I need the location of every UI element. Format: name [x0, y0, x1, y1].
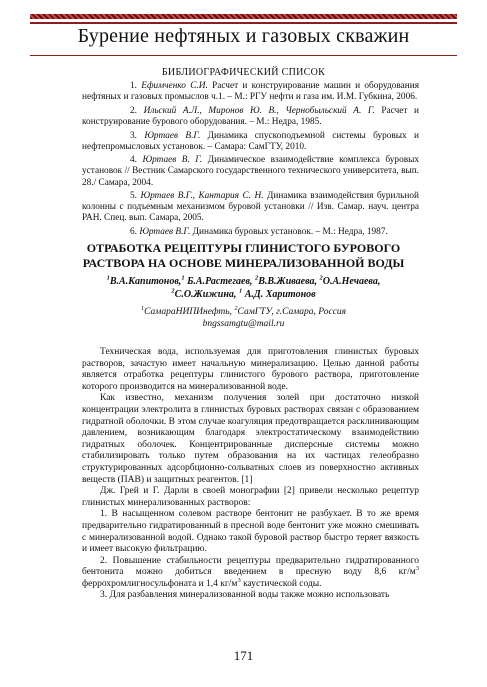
reference-item: [82, 191, 419, 224]
reference-item: [82, 81, 419, 103]
affiliation-org: СамГТУ, г.Самара, Россия: [237, 307, 347, 317]
page-number: 171: [233, 648, 254, 663]
article-authors: [75, 275, 412, 301]
affiliation-line: [75, 306, 412, 318]
author-name: С.О.Жижина,: [174, 289, 237, 300]
body-paragraph: 1. В насыщенном солевом растворе бентонит не разбухает. В то же время предварительно гидратированный в пресной воде бентонит уже можно смешивать с минерализованной водой. Однако такой буровой раствор быстро теряет вязкость и имеет высокую фильтрацию.: [82, 509, 419, 555]
paragraph-text: каустической соды.: [240, 578, 322, 589]
authors-line: [75, 288, 412, 301]
author-email: bngssamgtu@mail.ru: [202, 319, 285, 329]
affiliation-mark: 1: [140, 304, 145, 312]
author-affiliation-mark: 1: [181, 274, 185, 282]
reference-text: Расчет и конструирование бурового оборудования. – М.: Недра, 1985.: [82, 105, 419, 127]
journal-title: Бурение нефтяных и газовых скважин: [77, 25, 410, 47]
reference-number: 2.: [130, 105, 137, 116]
article-body: [82, 347, 419, 602]
reference-text: Динамическое взаимодействие комплекса буровых установок // Вестник Самарского государственного технического университета, вып. 28./ Самара, 2004.: [82, 155, 420, 188]
author-name: А.Д. Харитонов: [242, 289, 316, 300]
reference-authors: Юртаев В.Г., Кантария С. Н.: [140, 191, 264, 202]
body-paragraph: Дж. Грей и Г. Дарли в своей монографии [2] привели несколько рецептур глинистых минерализованных растворов:: [82, 486, 419, 508]
body-paragraph: 3. Для разбавления минерализованной воды также можно использовать: [100, 590, 390, 601]
reference-number: 3.: [130, 130, 137, 141]
reference-authors: Юртаев В. Г.: [142, 155, 203, 166]
reference-number: 5.: [130, 191, 137, 202]
reference-authors: Ильский А.Л., Миронов Ю. В., Чернобыльский А. Г.: [143, 105, 375, 116]
header-rule: [30, 55, 457, 56]
author-affiliation-mark: 2: [171, 287, 175, 295]
author-name: О.А.Нечаева,: [322, 276, 381, 287]
reference-number: 4.: [130, 155, 137, 166]
author-affiliation-mark: 1: [238, 287, 243, 295]
reference-item: [82, 227, 419, 238]
body-paragraph: Как известно, механизм получения золей при достаточно низкой концентрации электролита в глинистых буровых растворах связан с образованием гидратной оболочки. В этом случае коагуляция предотвращается расклинивающим давлением, возникающим благодаря электростатическому взаимодействию гидратных оболочек. Концентрированные дисперсные системы можно стабилизировать только путем образования на их частицах гелеобразно структурированных адсорбционно-сольватных слоев из поверхностно активных веществ (ПАВ) и защитных реагентов. [1]: [82, 393, 419, 485]
article-title-line: РАСТВОРА НА ОСНОВЕ МИНЕРАЛИЗОВАННОЙ ВОДЫ: [82, 255, 405, 270]
authors-line: [75, 275, 412, 288]
affiliation-org: СамараНИПИнефть,: [144, 307, 232, 317]
reference-number: 1.: [130, 81, 137, 91]
reference-authors: Юртаев В.Г.: [139, 227, 191, 238]
header-decoration: [30, 14, 457, 24]
unit-superscript: 3: [237, 576, 241, 584]
author-name: В.А.Капитонов,: [109, 276, 182, 287]
reference-authors: Ефимченко С.И.: [141, 81, 208, 91]
unit-superscript: 3: [415, 565, 419, 573]
author-affiliation-mark: 2: [254, 274, 259, 282]
author-affiliation-mark: 2: [319, 274, 323, 282]
affiliation-mark: 2: [234, 304, 238, 312]
reference-item: [82, 155, 419, 188]
article-title-line: ОТРАБОТКА РЕЦЕПТУРЫ ГЛИНИСТОГО БУРОВОГО: [86, 241, 401, 255]
reference-text: Динамика взаимодействия бурильной колонны с подъемным механизмом буровой установки // Изв. Самар. науч. центра РАН. Спец. вып. Самара, 2005.: [82, 191, 420, 224]
reference-text: Динамика буровых установок. – М.: Недра, 1987.: [190, 227, 388, 238]
author-name: В.В.Живаева,: [258, 276, 318, 287]
reference-item: [82, 106, 419, 128]
paragraph-text: 2. Повышение стабильности рецептуры предварительно гидратированного бентонита можно добиться введением в пресную воду 8,6 кг/м: [82, 555, 419, 578]
bibliography-list: [82, 81, 419, 241]
reference-number: 6.: [130, 227, 137, 238]
reference-text: Расчет и конструирование машин и оборудования нефтяных и газовых промыслов ч.1. – М.: РГУ нефти и газа им. И.М. Губкина, 2006.: [82, 81, 419, 103]
reference-text: Динамика спускоподъемной системы буровых и нефтепромысловых установок. – Самара: СамГТУ, 2010.: [82, 130, 419, 152]
body-paragraph: Техническая вода, используемая для приготовления глинистых буровых растворов, зачастую имеет начальную минерализацию. Целью данной работы является отработка рецептуры глинистого бурового раствора, приготовление которого производится на минерализованной воде.: [82, 347, 419, 392]
author-name: Б.А.Растегаев,: [184, 276, 253, 287]
paragraph-text: феррохромлигносульфоната и 1,4 кг/м: [82, 578, 238, 589]
article-affiliation: [75, 306, 412, 330]
reference-authors: Юртаев В.Г.: [144, 130, 201, 141]
body-paragraph: [82, 556, 419, 591]
bibliography-heading: БИБЛИОГРАФИЧЕСКИЙ СПИСОК: [161, 67, 326, 78]
reference-item: [82, 131, 419, 153]
article-title: [60, 241, 427, 270]
author-affiliation-mark: 1: [106, 274, 110, 282]
